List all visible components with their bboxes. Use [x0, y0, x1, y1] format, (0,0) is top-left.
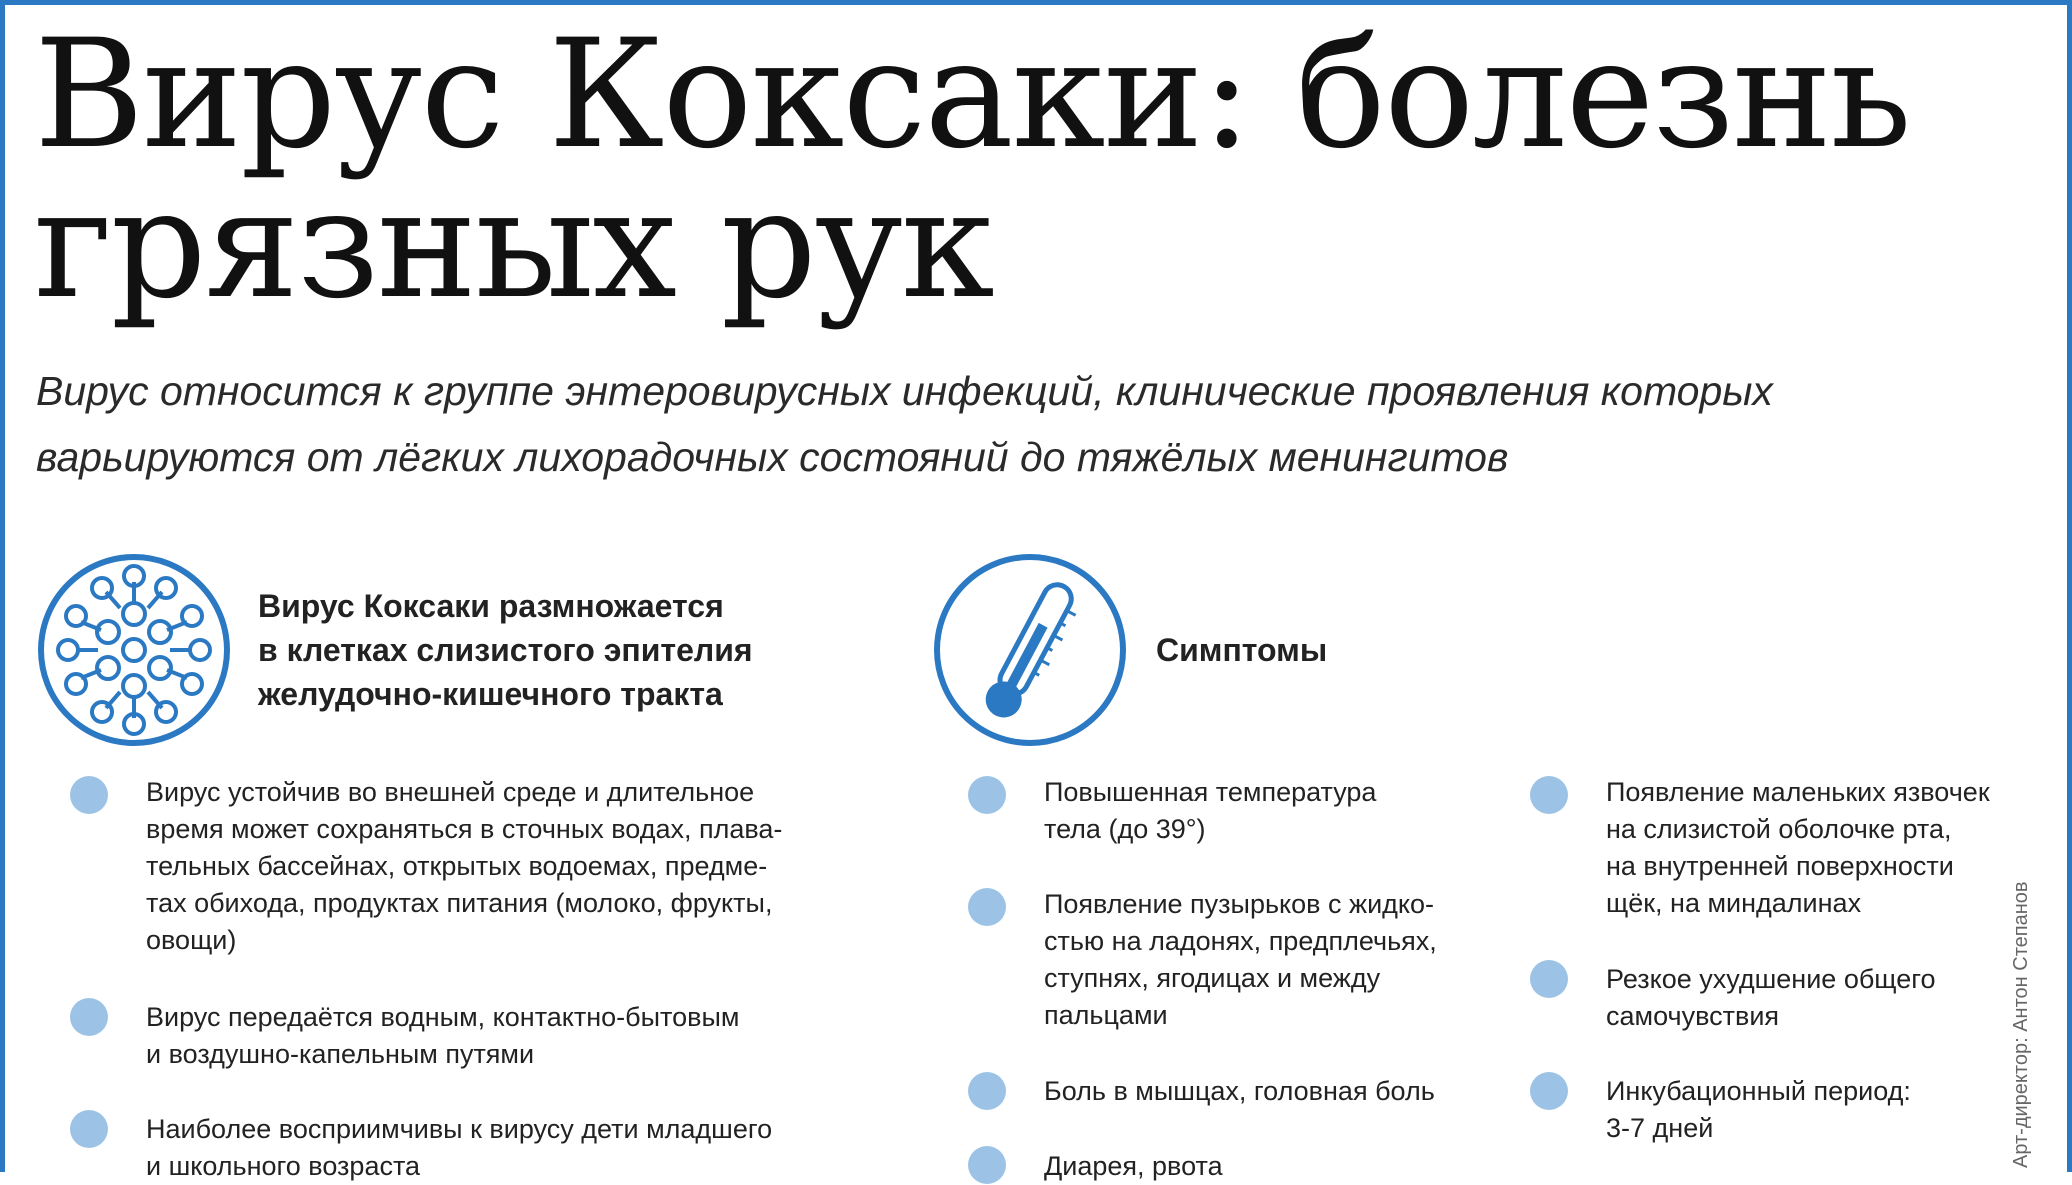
- bullet-dot: [1530, 1072, 1568, 1110]
- virus-cells-icon: [36, 552, 232, 748]
- lead-paragraph: [36, 358, 1936, 490]
- bullet-dot: [968, 776, 1006, 814]
- lead-line-2: варьируются от лёгких лихорадочных состояний до тяжёлых менингитов: [36, 434, 1509, 480]
- bullet-dot: [70, 776, 108, 814]
- bullet-dot: [968, 888, 1006, 926]
- list-item: Инкубационный период: 3-7 дней: [1606, 1076, 1911, 1143]
- bullet-dot: [1530, 776, 1568, 814]
- list-item: Наиболее восприимчивы к вирусу дети младшего и школьного возраста: [146, 1114, 773, 1181]
- lead-line-1: Вирус относится к группе энтеровирусных инфекций, клинические проявления которых: [36, 368, 1773, 414]
- list-item: Резкое ухудшение общего самочувствия: [1606, 964, 1936, 1031]
- credit-text: Арт-директор: Антон Степанов: [2010, 881, 2032, 1168]
- bullet-dot: [70, 1110, 108, 1148]
- title-line-1: Вирус Коксаки: болезнь: [34, 8, 1910, 182]
- list-item: Вирус передаётся водным, контактно-бытовым и воздушно-капельным путями: [146, 1002, 740, 1069]
- list-item: Диарея, рвота: [1044, 1151, 1223, 1181]
- bullet-dot: [968, 1146, 1006, 1184]
- thermometer-icon: [932, 552, 1128, 748]
- bullet-dot: [70, 998, 108, 1036]
- bullet-dot: [1530, 960, 1568, 998]
- symptoms-heading: Симптомы: [1156, 632, 1328, 668]
- list-item: Боль в мышцах, головная боль: [1044, 1076, 1435, 1106]
- page-title: [34, 8, 1934, 332]
- list-item: Вирус устойчив во внешней среде и длительное время может сохраняться в сточных водах, плава- тельных бассейнах, открытых водоемах, предме- тах обихода, продуктах питания (молоко, фрукты, овощи): [146, 777, 783, 955]
- title-line-2: грязных рук: [34, 158, 993, 332]
- bullet-dot: [968, 1072, 1006, 1110]
- list-item: Появление пузырьков с жидко- стью на ладонях, предплечьях, ступнях, ягодицах и между пальцами: [1044, 889, 1437, 1030]
- list-item: Появление маленьких язвочек на слизистой оболочке рта, на внутренней поверхности щёк, на миндалинах: [1606, 777, 1990, 918]
- left-section-heading: Вирус Коксаки размножается в клетках слизистого эпителия желудочно-кишечного тракта: [258, 588, 753, 712]
- list-item: Повышенная температура тела (до 39°): [1044, 777, 1377, 844]
